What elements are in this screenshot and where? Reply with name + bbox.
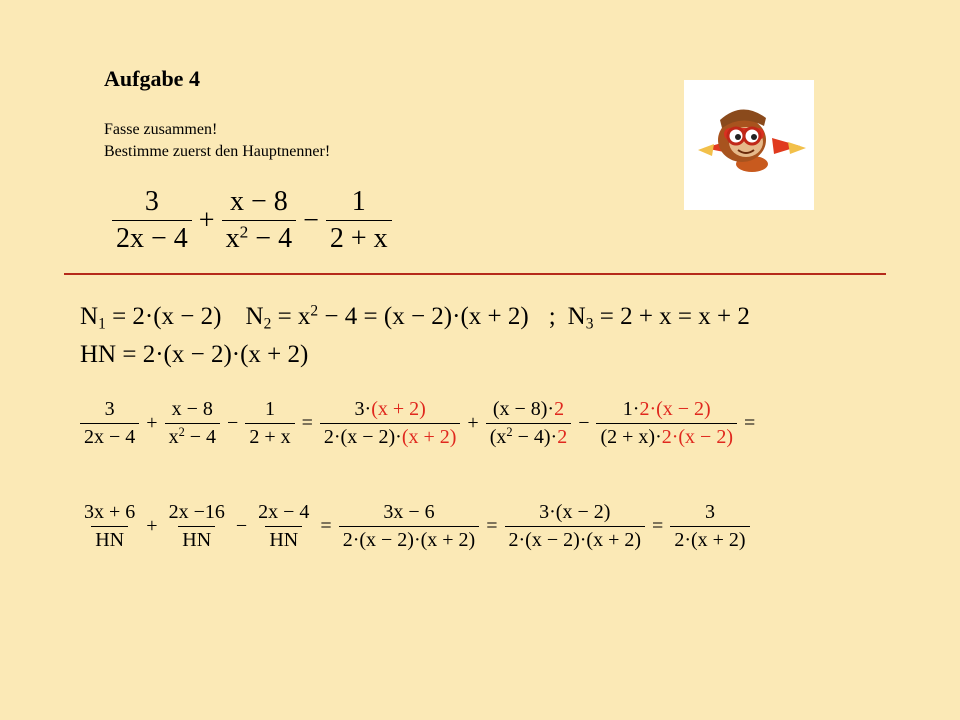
fraction: $\frac{x - 8}{x^2 - 4}$: [222, 186, 296, 255]
plus-sign: +: [198, 204, 215, 236]
simplification-line: $\frac{3x + 6}{HN}$ + $\frac{2x -16}{HN}$ − $\frac{2x - 4}{HN}$ = $\frac{3x - 6}{2\cdot(x - 2)\cdot(x + 2)}$ = $\frac{3\cdot(x - 2)}{2\cdot(x - 2)\cdot(x + 2)}$ = $\frac{3}{2\cdot(x + 2)}$: [80, 501, 750, 552]
fraction: $\frac{3\cdot(x - 2)}{2\cdot(x - 2)\cdot(x + 2)}$: [505, 501, 646, 552]
fraction: $\frac{1\cdot 2\cdot(x - 2)}{(2 + x)\cdot 2\cdot(x - 2)}$: [596, 398, 737, 449]
fraction: $\frac{(x - 8)\cdot 2}{(x^2 - 4)\cdot 2}$: [486, 398, 571, 449]
task-expression: [112, 186, 392, 255]
instruction-line-1: Fasse zusammen!: [104, 121, 218, 138]
fraction: $\frac{1}{2 + x}$: [245, 398, 294, 449]
fraction: $\frac{x - 8}{x^2 - 4}$: [165, 398, 220, 449]
fraction: $\frac{1}{2 + x}$: [326, 186, 392, 255]
fraction: $\frac{3}{2\cdot(x + 2)}$: [670, 501, 749, 552]
fraction: $\frac{2x - 4}{HN}$: [258, 501, 310, 551]
task-title: Aufgabe 4: [104, 66, 200, 91]
fraction: $\frac{3x - 6}{2\cdot(x - 2)\cdot(x + 2)}$: [339, 501, 480, 552]
fraction: $\frac{3x + 6}{HN}$: [84, 501, 136, 551]
fraction: $\frac{3}{2x - 4}$: [112, 186, 192, 255]
expansion-line: $\frac{3}{2x - 4}$ + $\frac{x - 8}{x^2 - 4}$ − $\frac{1}{2 + x}$ = $\frac{3\cdot(x + 2)}{2\cdot(x - 2)\cdot(x + 2)}$ + $\frac{(x - 8)\cdot 2}{(x^2 - 4)\cdot 2}$ − $\frac{1\cdot 2\cdot(x - 2)}{(2 + x)\cdot 2\cdot(x - 2)}$ =: [80, 398, 762, 449]
flying-mascot-image: [684, 80, 814, 210]
denominators-line: $N_1 = 2\cdot(x - 2) N_2 = x^2 - 4 = (x - 2)\cdot(x + 2)$ ; $N_3 = 2 + x = x + 2$: [80, 302, 750, 333]
fraction: $\frac{3}{2x - 4}$: [80, 398, 139, 449]
minus-sign: −: [303, 204, 319, 236]
divider-line: [64, 273, 886, 275]
instructions: [104, 119, 330, 163]
fraction: $\frac{2x -16}{HN}$: [168, 501, 225, 551]
instruction-line-2: Bestimme zuerst den Hauptnenner!: [104, 143, 331, 160]
main-denominator-line: HN = 2·(x − 2)·(x + 2): [80, 341, 309, 368]
fraction: $\frac{3\cdot(x + 2)}{2\cdot(x - 2)\cdot(x + 2)}$: [320, 398, 461, 449]
